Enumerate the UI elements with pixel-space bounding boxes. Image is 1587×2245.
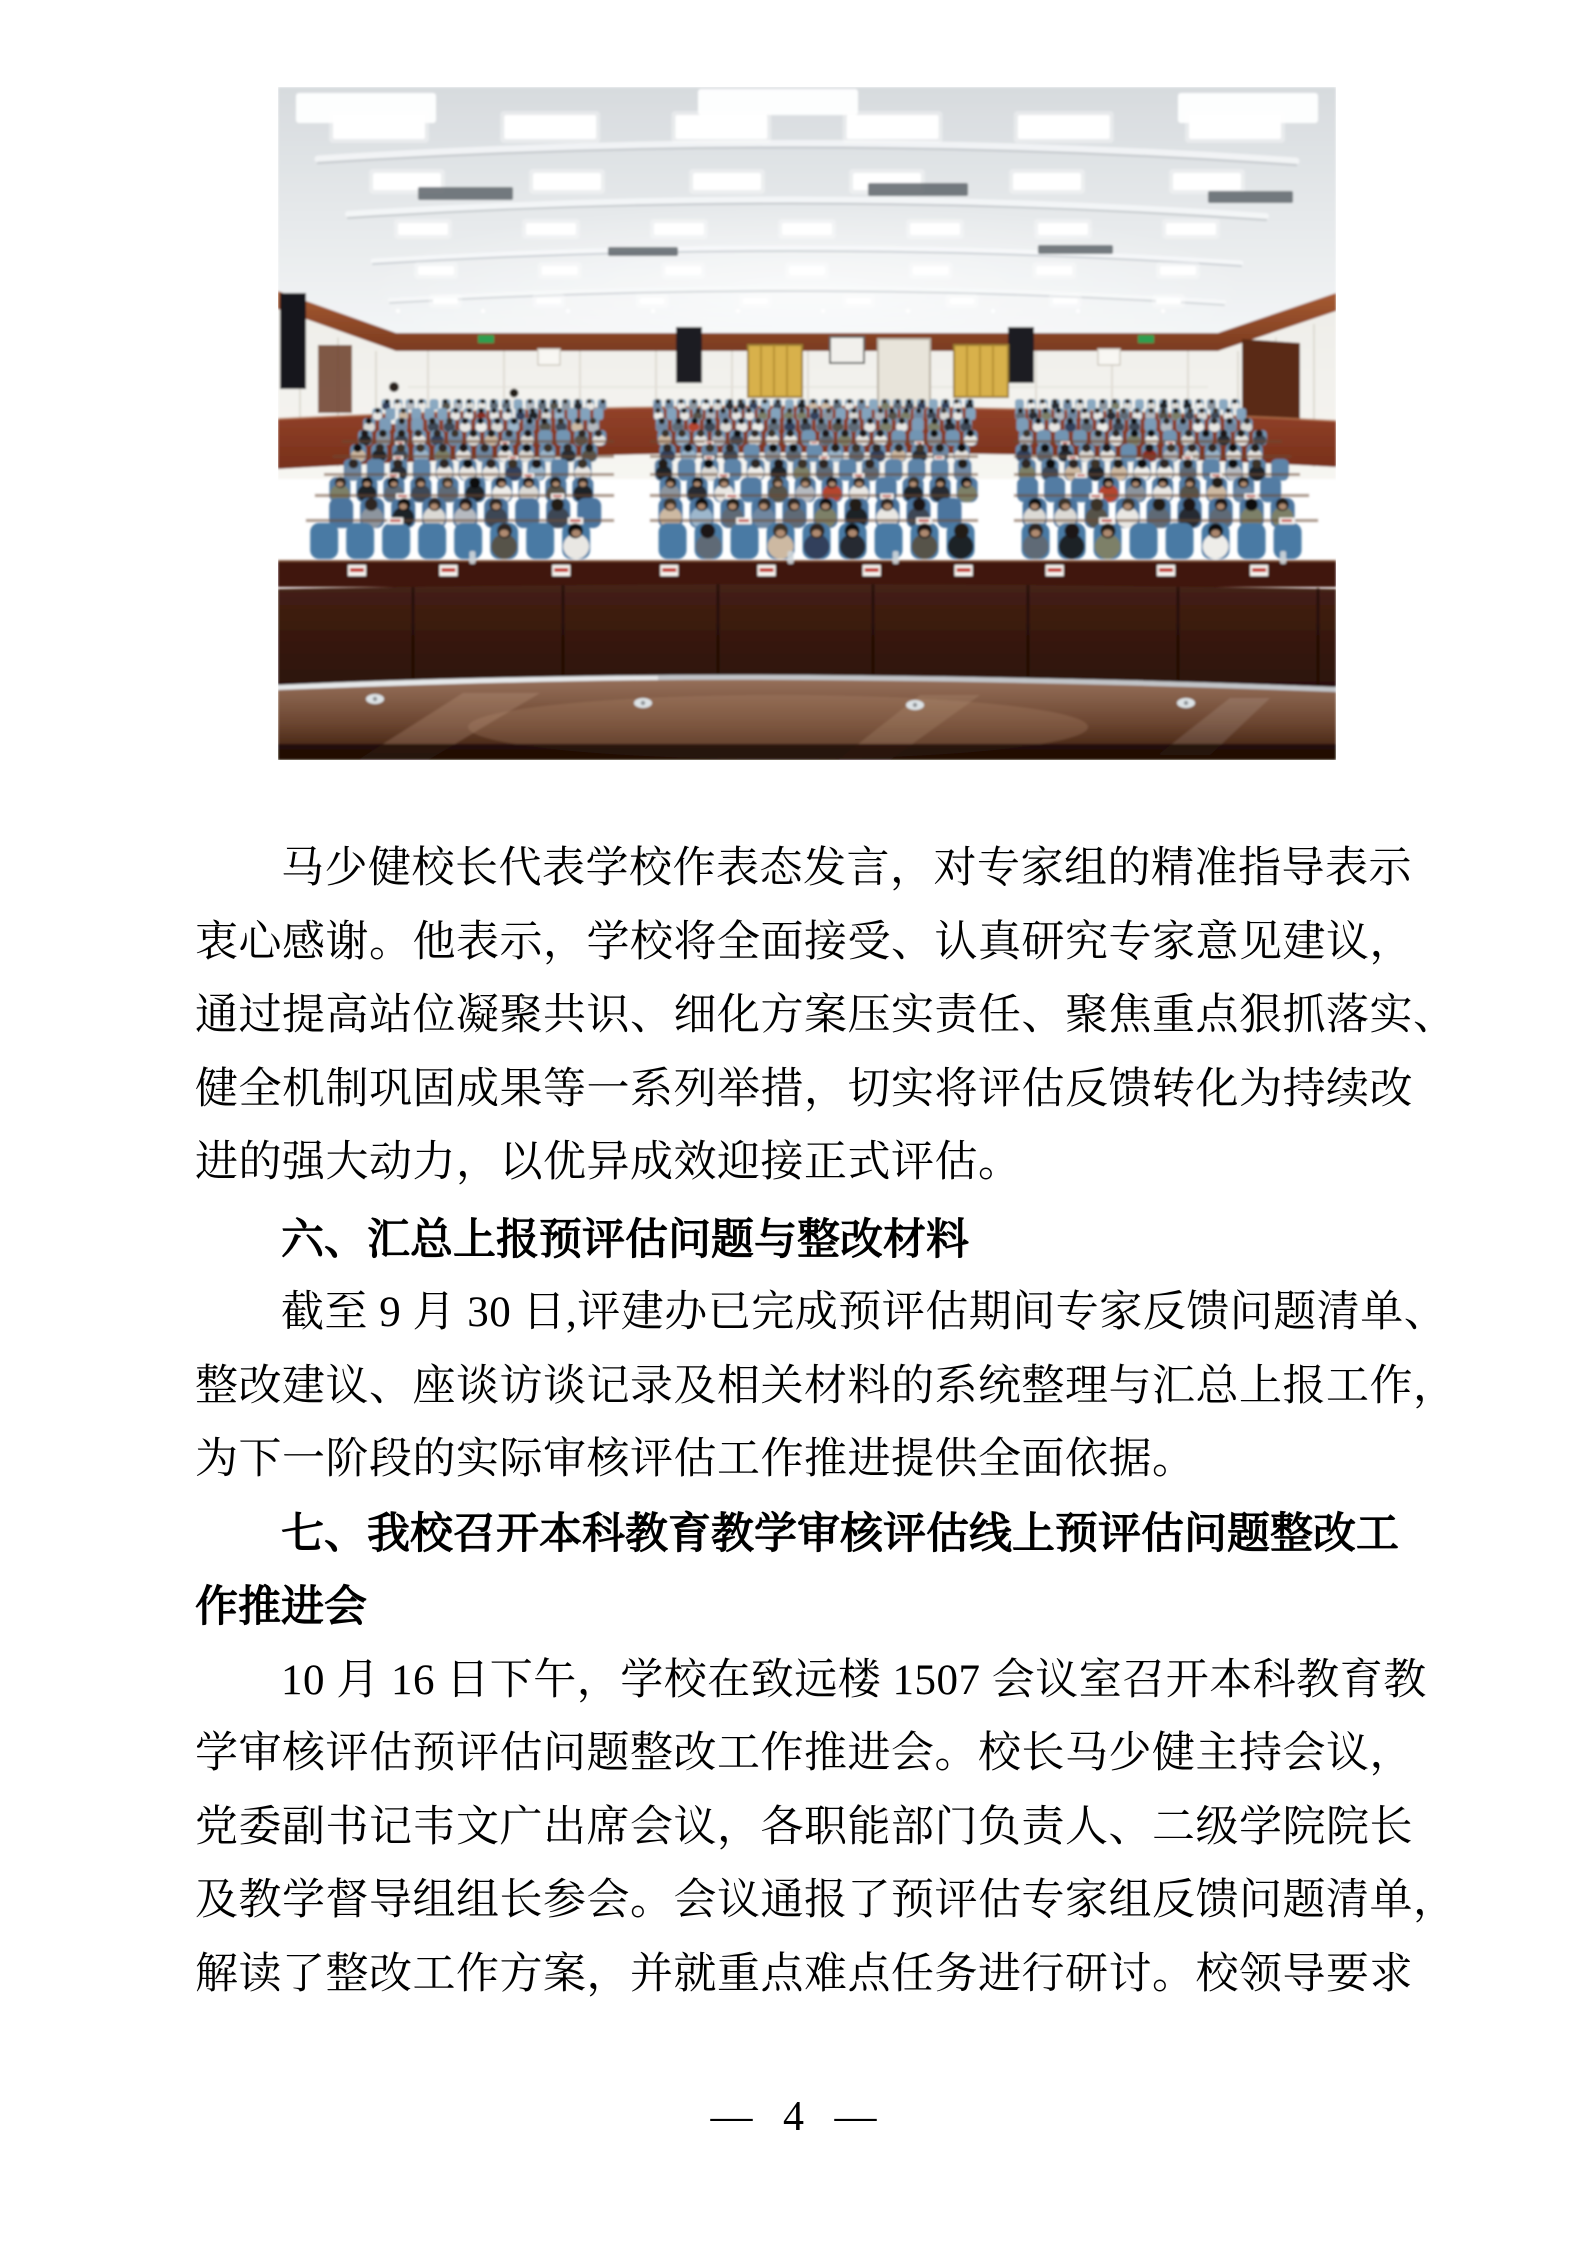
center-door xyxy=(878,339,930,409)
back-speaker-right xyxy=(1008,327,1034,383)
section-heading-7-line2: 作推进会 xyxy=(195,1583,367,1631)
conference-photo-graphic xyxy=(278,87,1336,760)
desk-front-edge xyxy=(278,744,1336,760)
section-heading-7-line1: 七、我校召开本科教育教学审核评估线上预评估问题整改工 xyxy=(281,1510,1399,1558)
front-table xyxy=(278,561,1336,587)
paragraph1-line2: 衷心感谢。他表示，学校将全面接受、认真研究专家意见建议， xyxy=(195,919,1413,966)
paragraph1-line1: 马少健校长代表学校作表态发言，对专家组的精准指导表示 xyxy=(281,845,1412,892)
paragraph1-line5: 进的强大动力，以优异成效迎接正式评估。 xyxy=(195,1139,1022,1186)
page-number: — 4 — xyxy=(710,2094,877,2140)
paragraph3-line2: 学审核评估预评估问题整改工作推进会。校长马少健主持会议， xyxy=(195,1730,1413,1777)
paragraph2-line2: 整改建议、座谈访谈记录及相关材料的系统整理与汇总上报工作， xyxy=(195,1363,1457,1410)
back-speaker-left xyxy=(676,327,702,383)
paragraph1-line3: 通过提高站位凝聚共识、细化方案压实责任、聚焦重点狠抓落实、 xyxy=(195,992,1457,1039)
paragraph2-line3: 为下一阶段的实际审核评估工作推进提供全面依据。 xyxy=(195,1436,1196,1483)
exit-sign xyxy=(478,335,494,343)
paragraph1-line4: 健全机制巩固成果等一系列举措，切实将评估反馈转化为持续改 xyxy=(195,1066,1413,1113)
paragraph3-line4: 及教学督导组组长参会。会议通报了预评估专家组反馈问题清单， xyxy=(195,1877,1457,1924)
paragraph2-line1: 截至 9 月 30 日,评建办已完成预评估期间专家反馈问题清单、 xyxy=(281,1289,1448,1336)
paragraph3-line3: 党委副书记韦文广出席会议，各职能部门负责人、二级学院院长 xyxy=(195,1804,1413,1851)
paragraph3-line5: 解读了整改工作方案，并就重点难点任务进行研讨。校领导要求 xyxy=(195,1951,1413,1998)
left-speaker xyxy=(280,293,306,389)
left-wall-door xyxy=(318,345,352,413)
section-heading-6: 六、汇总上报预评估问题与整改材料 xyxy=(281,1216,969,1264)
paragraph3-line1: 10 月 16 日下午，学校在致远楼 1507 会议室召开本科教育教 xyxy=(281,1657,1427,1704)
conference-photo xyxy=(278,87,1336,760)
exit-sign xyxy=(1138,335,1154,343)
wall-sign xyxy=(830,337,864,363)
